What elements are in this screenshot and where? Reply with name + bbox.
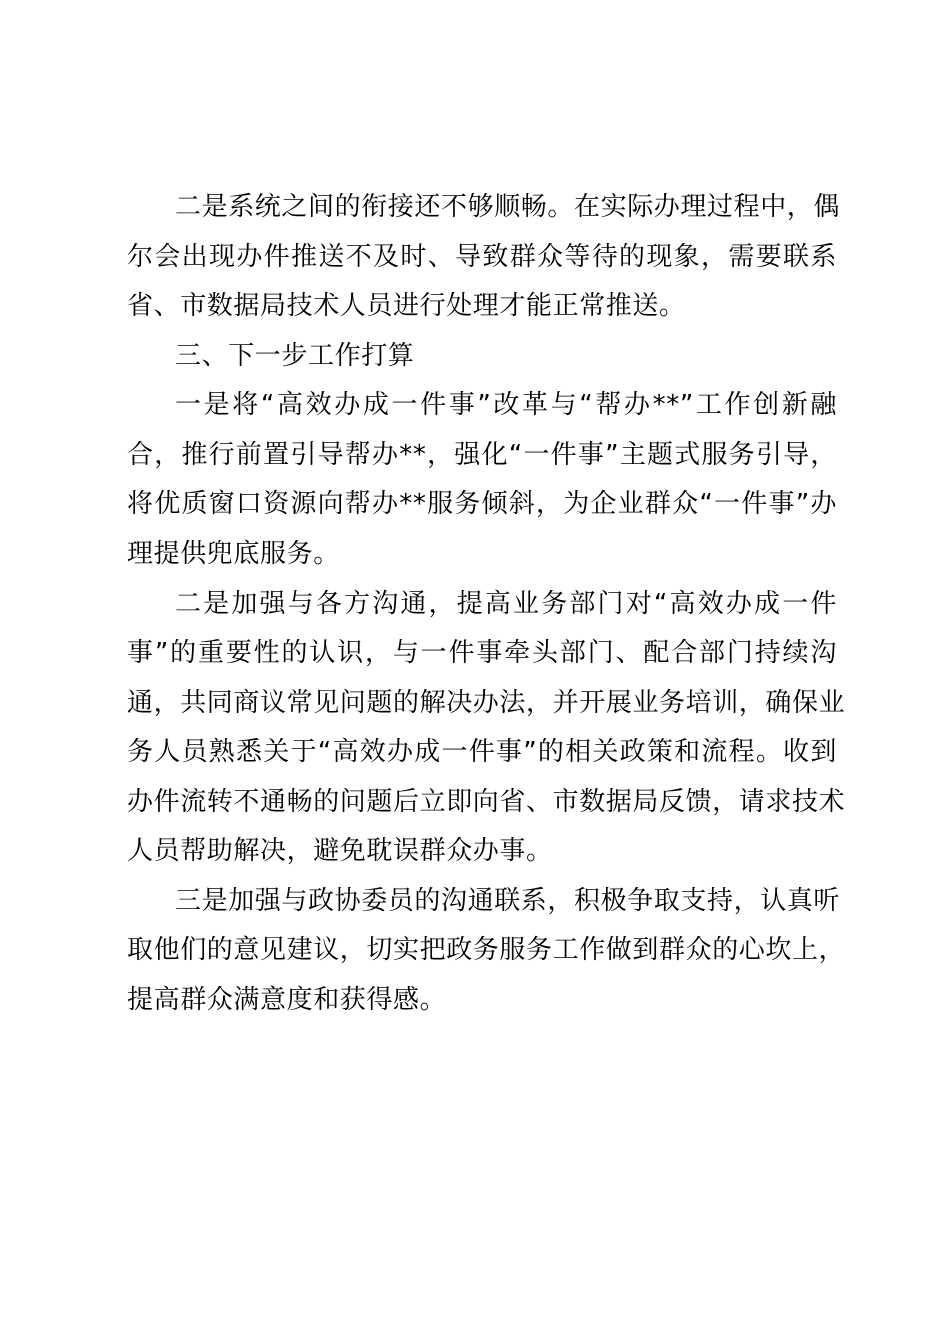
text-line: 通，共同商议常见问题的解决办法，并开展业务培训，确保业: [127, 688, 846, 718]
text-line: 理提供兜底服务。: [127, 539, 340, 569]
text-line: 务人员熟悉关于“高效办成一件事”的相关政策和流程。收到: [127, 737, 837, 767]
text-line: 提高群众满意度和获得感。: [127, 985, 447, 1015]
section-heading: 三、下一步工作打算: [175, 341, 415, 371]
text-line: 三是加强与政协委员的沟通联系，积极争取支持，认真听: [175, 886, 841, 916]
text-line: 取他们的意见建议，切实把政务服务工作做到群众的心坎上，: [127, 935, 846, 965]
text-line: 一是将“高效办成一件事”改革与“帮办**”工作创新融: [175, 390, 837, 420]
text-line: 办件流转不通畅的问题后立即向省、市数据局反馈，请求技术: [127, 787, 846, 817]
text-line: 人员帮助解决，避免耽误群众办事。: [127, 836, 553, 866]
text-line: 省、市数据局技术人员进行处理才能正常推送。: [127, 291, 686, 321]
text-line: 尔会出现办件推送不及时、导致群众等待的现象，需要联系: [127, 242, 837, 272]
text-line: 事”的重要性的认识，与一件事牵头部门、配合部门持续沟: [127, 638, 837, 668]
text-line: 合，推行前置引导帮办**，强化“一件事”主题式服务引导，: [127, 440, 837, 470]
text-line: 二是系统之间的衔接还不够顺畅。在实际办理过程中，偶: [175, 192, 841, 222]
text-line: 二是加强与各方沟通，提高业务部门对“高效办成一件: [175, 589, 837, 619]
text-line: 将优质窗口资源向帮办**服务倾斜，为企业群众“一件事”办: [127, 489, 837, 519]
